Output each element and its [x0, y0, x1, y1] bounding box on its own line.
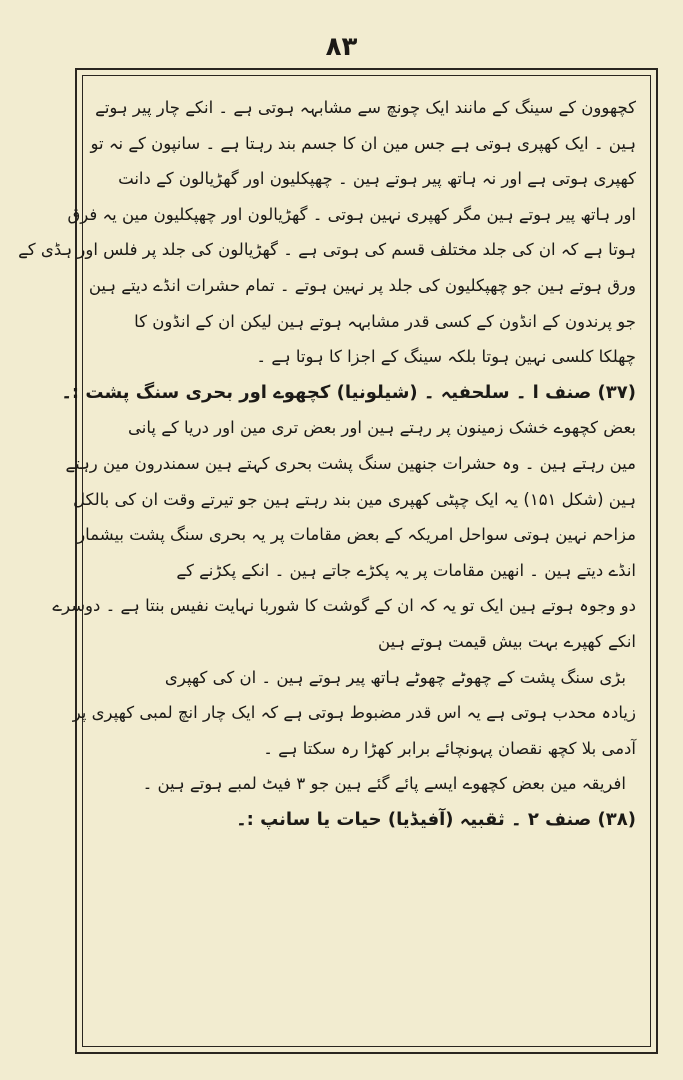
text-line: کھپری ہوتی ہے اور نہ ہاتھ پیر ہوتے ہین ۔ چھپکلیون اور گھڑیالون کے دانت: [118, 169, 636, 189]
text-line: بڑی سنگ پشت کے چھوٹے چھوٹے ہاتھ پیر ہوتے ہین ۔ ان کی کھپری: [164, 667, 626, 687]
text-line: ہوتا ہے کہ ان کی جلد مختلف قسم کی ہوتی ہے ۔ گھڑیالون کی جلد پر فلس اور ہڈی کے: [18, 240, 636, 260]
body-text: [18, 90, 636, 837]
text-line: ہین (شکل ۱۵۱) یہ ایک چپٹی کھپری مین بند رہتے ہین جو تیرتے وقت ان کی بالکل: [73, 489, 636, 509]
page-number: ۸۳: [325, 32, 358, 62]
text-line: انکے کھپرے بہت بیش قیمت ہوتے ہین: [378, 631, 636, 651]
inner-border: [18, 75, 651, 1047]
text-line: ورق ہوتے ہین جو چھپکلیون کی جلد پر نہین ہوتے ۔ تمام حشرات انڈے دیتے ہین: [88, 275, 636, 295]
text-line: ہین ۔ ایک کھپری ہوتی ہے جس مین ان کا جسم بند رہتا ہے ۔ سانپون کے نہ تو: [90, 133, 636, 153]
text-line: انڈے دیتے ہین ۔ انھین مقامات پر یہ پکڑے جاتے ہین ۔ انکے پکڑنے کے: [176, 560, 636, 580]
section-heading: (۳۷) صنف ا ۔ سلحفیہ ۔ (شیلونیا) کچھوے اور بحری سنگ پشت :۔: [61, 381, 636, 403]
text-line: مین رہتے ہین ۔ وہ حشرات جنھین سنگ پشت بحری کہتے ہین سمندرون مین رہتے: [65, 453, 636, 473]
text-line: جو پرندون کے انڈون کے کسی قدر مشابہہ ہوتے ہین لیکن ان کے انڈون کا: [134, 311, 636, 331]
text-line: افریقہ مین بعض کچھوے ایسے پائے گئے ہین جو ۳ فیٹ لمبے ہوتے ہین ۔: [142, 774, 626, 794]
text-line: کچھوون کے سینگ کے مانند ایک چونچ سے مشابہہ ہوتی ہے ۔ انکے چار پیر ہوتے: [95, 98, 636, 117]
section-heading: (۳۸) صنف ۲ ۔ ثقبیہ (آفیڈیا) حیات یا سانپ :۔: [236, 808, 636, 830]
text-line: زیادہ محدب ہوتی ہے یہ اس قدر مضبوط ہوتی ہے کہ ایک چار انچ لمبی کھپری پر: [72, 703, 636, 723]
text-line: دو وجوہ ہوتے ہین ایک تو یہ کہ ان کے گوشت کا شوربا نہایت نفیس بنتا ہے ۔ دوسرے: [52, 596, 636, 616]
text-line: چھلکا کلسی نہین ہوتا بلکہ سینگ کے اجزا کا ہوتا ہے ۔: [256, 347, 636, 367]
text-line: اور ہاتھ پیر ہوتے ہین مگر کھپری نہین ہوتی ۔ گھڑیالون اور چھپکلیون مین یہ فرق: [67, 204, 636, 224]
text-line: مزاحم نہین ہوتی سواحل امریکہ کے بعض مقامات پر یہ بحری سنگ پشت بیشمار: [77, 525, 636, 545]
page-border: [18, 68, 658, 1054]
text-line: بعض کچھوے خشک زمینون پر رہتے ہین اور بعض تری مین اور دریا کے پانی: [128, 418, 636, 438]
text-line: آدمی بلا کچھ نقصان پہونچائے برابر کھڑا رہ سکتا ہے ۔: [263, 738, 636, 758]
